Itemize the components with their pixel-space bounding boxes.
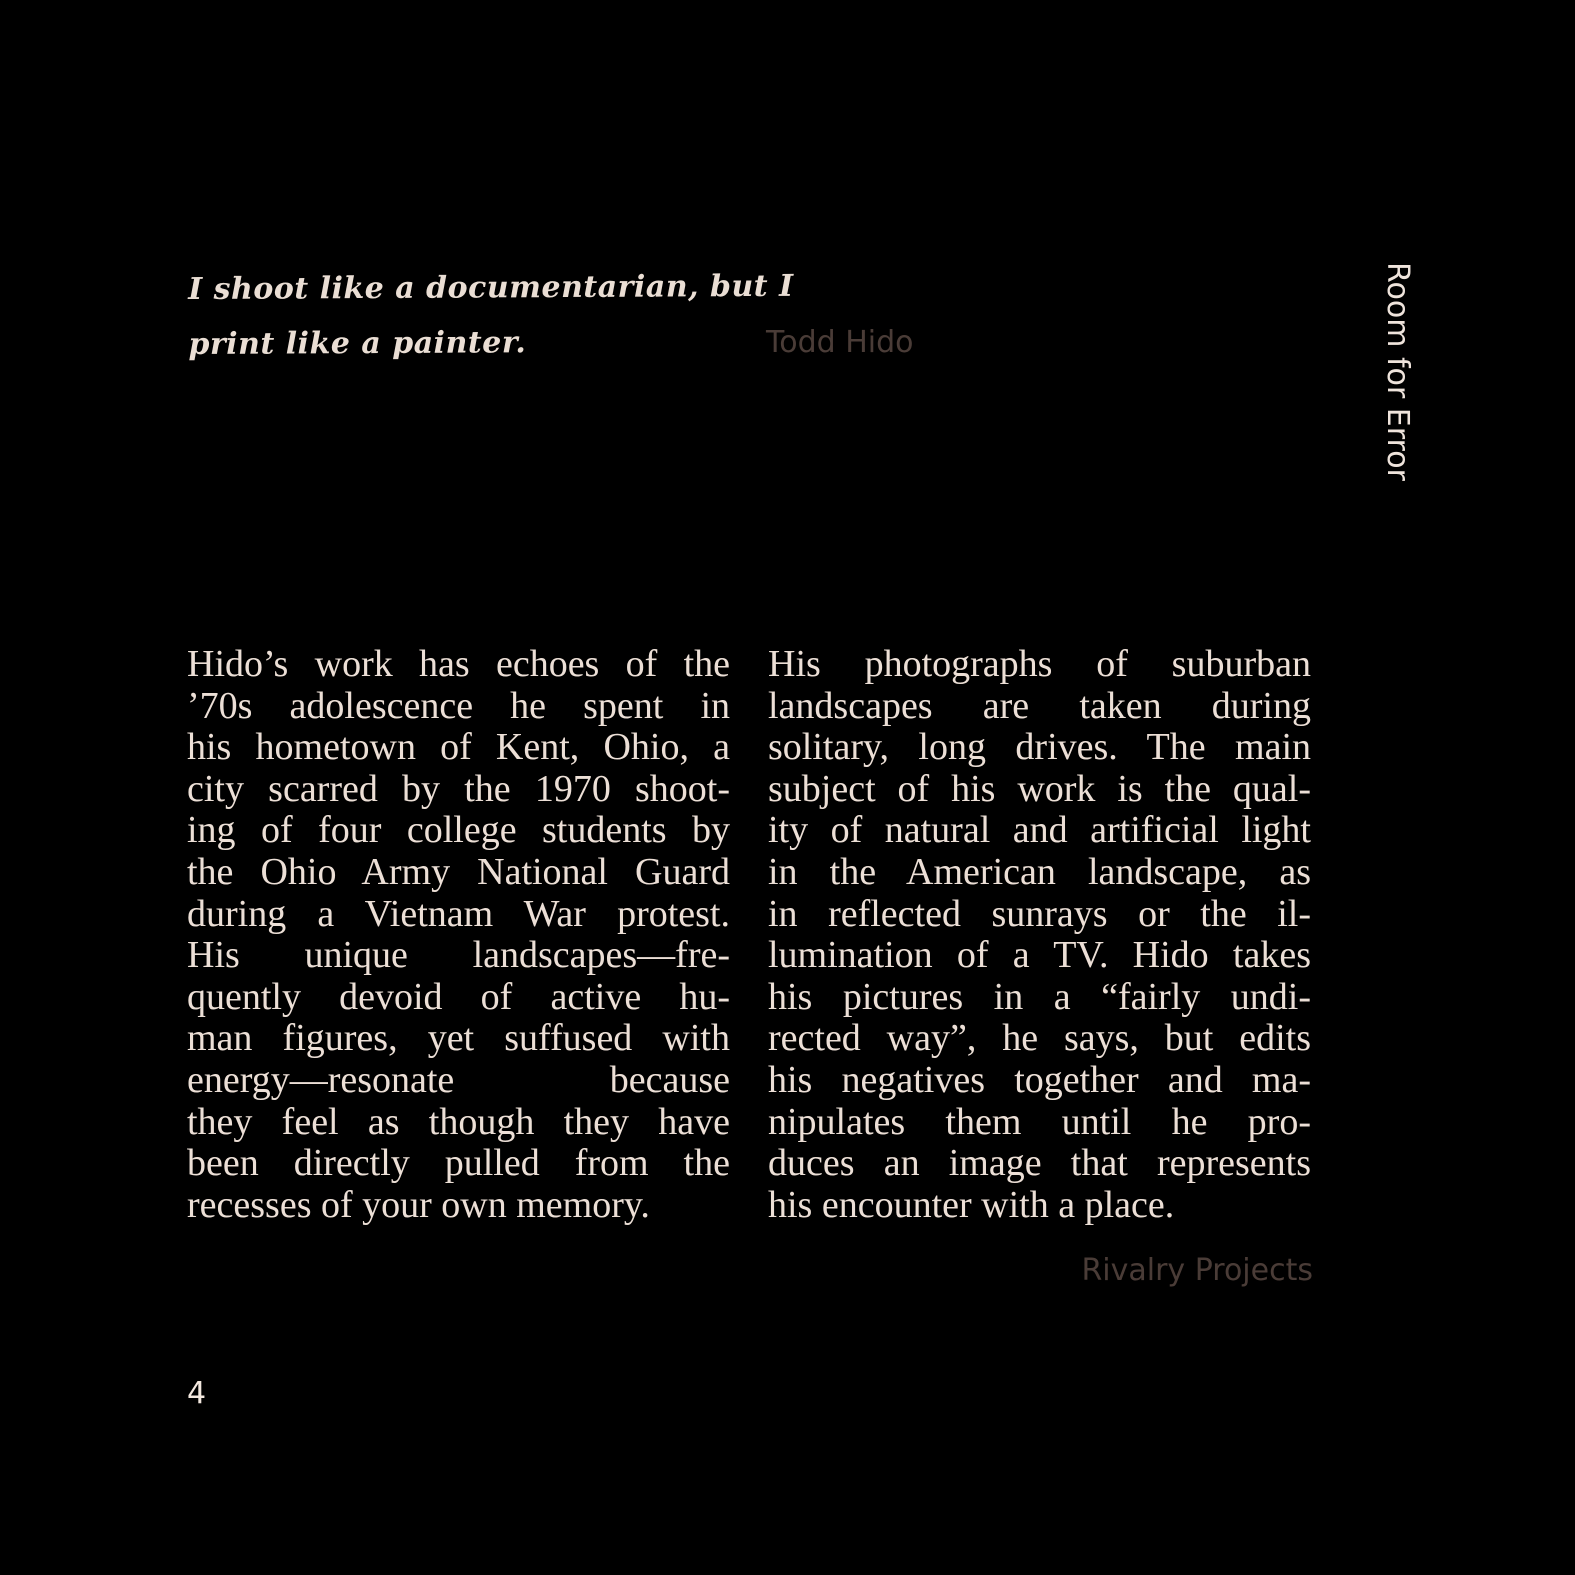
- body-line: quently devoid of active hu-: [187, 975, 730, 1018]
- body-line: landscapes are taken during: [768, 684, 1311, 727]
- body-line: his hometown of Kent, Ohio, a: [187, 726, 730, 769]
- body-line: city scarred by the 1970 shoot-: [187, 767, 730, 810]
- running-title: Room for Error: [1380, 262, 1415, 481]
- body-line: lumination of a TV. Hido takes: [768, 934, 1311, 977]
- pull-quote-line: I shoot like a documentarian, but I: [188, 268, 794, 307]
- body-line: ity of natural and artificial light: [768, 809, 1311, 852]
- body-line: nipulates them until he pro-: [768, 1100, 1311, 1143]
- body-line: His unique landscapes—fre-: [187, 934, 730, 977]
- body-line: rected way”, he says, but edits: [768, 1017, 1311, 1060]
- body-line: in the American landscape, as: [768, 850, 1311, 893]
- body-line: subject of his work is the qual-: [768, 767, 1311, 810]
- body-line: man figures, yet suffused with: [187, 1017, 730, 1060]
- body-line: Hido’s work has echoes of the: [187, 644, 730, 685]
- body-column-left: [187, 644, 730, 1226]
- body-line: ’70s adolescence he spent in: [187, 684, 730, 727]
- body-line: they feel as though they have: [187, 1100, 730, 1143]
- body-column-right: [768, 644, 1311, 1226]
- body-line: his pictures in a “fairly undi-: [768, 975, 1311, 1018]
- body-line: solitary, long drives. The main: [768, 726, 1311, 769]
- body-line: the Ohio Army National Guard: [187, 850, 730, 893]
- body-line: in reflected sunrays or the il-: [768, 892, 1311, 935]
- quote-attribution: Todd Hido: [766, 325, 914, 360]
- body-line: energy—resonate because: [187, 1058, 730, 1101]
- body-line: been directly pulled from the: [187, 1142, 730, 1185]
- body-line: His photographs of suburban: [768, 644, 1311, 685]
- body-line: his negatives together and ma-: [768, 1058, 1311, 1101]
- page-number: 4: [187, 1376, 207, 1411]
- body-line: ing of four college students by: [187, 809, 730, 852]
- source-credit: Rivalry Projects: [1081, 1253, 1313, 1288]
- body-line: duces an image that represents: [768, 1142, 1311, 1185]
- body-line: during a Vietnam War protest.: [187, 892, 730, 935]
- body-line: recesses of your own memory.: [187, 1183, 650, 1226]
- body-line: his encounter with a place.: [768, 1183, 1175, 1226]
- pull-quote-line: print like a painter.: [188, 325, 527, 362]
